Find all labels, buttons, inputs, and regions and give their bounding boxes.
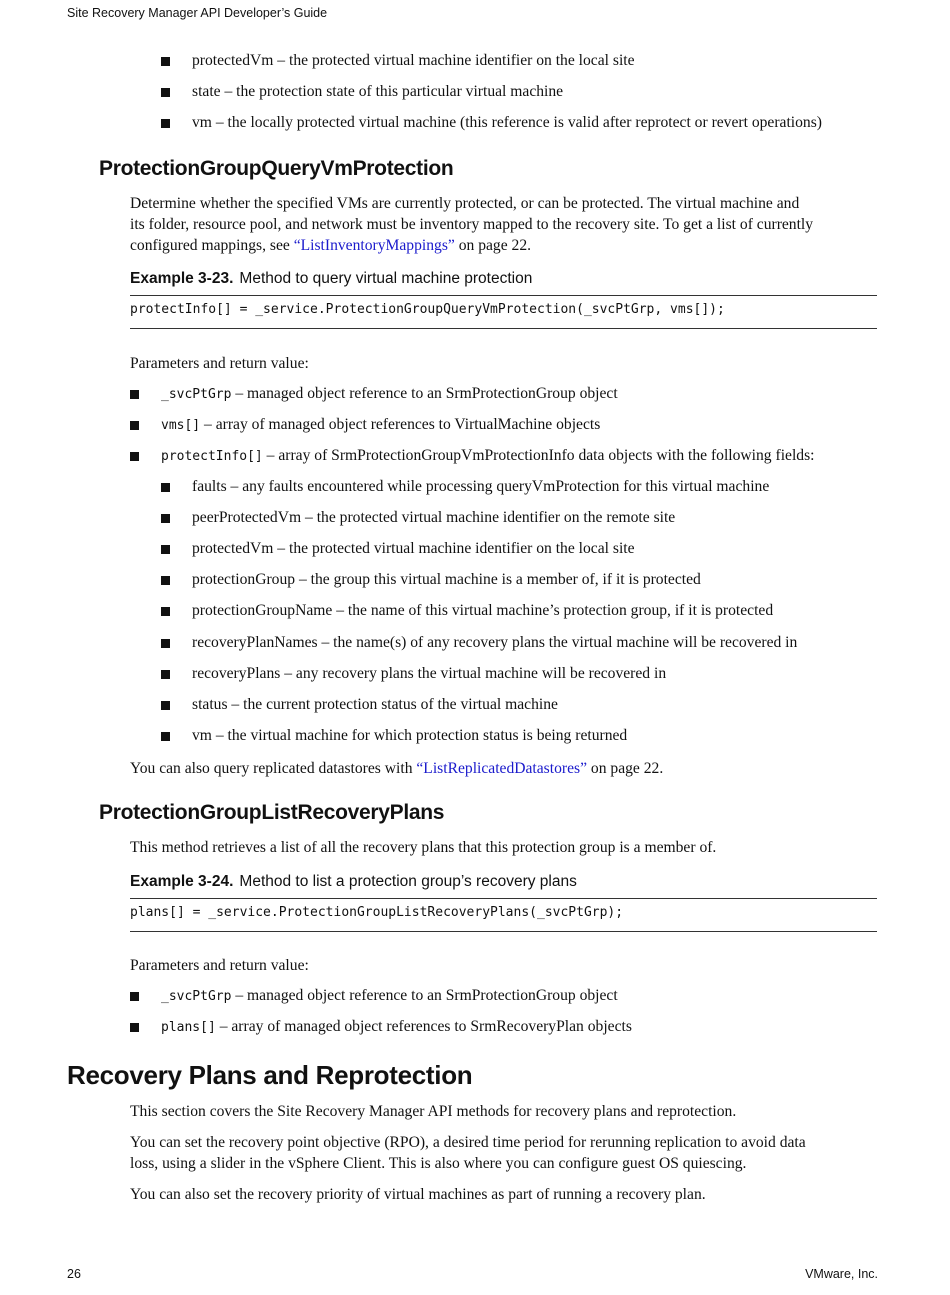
paragraph: You can set the recovery point objective (RPO), a desired time period for rerunning replication to avoid data loss, using a slider in the vSphere Client. This is also where you can configure guest OS quiescing.	[130, 1134, 806, 1172]
bullet-square-icon	[161, 576, 170, 585]
section-intro: Determine whether the specified VMs are currently protected, or can be protected. The virtual machine and its folder, resource pool, and network must be inventory mapped to the recovery site. To get a list of currently configured mappings, see “ListInventoryMappings” on page 22.	[130, 195, 814, 254]
link-list-replicated-datastores[interactable]: “ListReplicatedDatastores”	[416, 760, 587, 777]
bullet-square-icon	[161, 483, 170, 492]
bullet-square-icon	[161, 639, 170, 648]
bullet-square-icon	[161, 670, 170, 679]
example-caption: Example 3-23. Method to query virtual machine protection	[130, 270, 533, 287]
section-heading: ProtectionGroupQueryVmProtection	[99, 157, 454, 180]
code-block: plans[] = _service.ProtectionGroupListRecoveryPlans(_svcPtGrp);	[130, 898, 877, 932]
bullet-square-icon	[161, 607, 170, 616]
bullet-square-icon	[161, 88, 170, 97]
bullet-square-icon	[161, 119, 170, 128]
paragraph: You can also set the recovery priority of virtual machines as part of running a recovery plan.	[130, 1186, 706, 1203]
bullet-square-icon	[161, 545, 170, 554]
chapter-heading: Recovery Plans and Reprotection	[67, 1060, 473, 1090]
paragraph: This section covers the Site Recovery Manager API methods for recovery plans and reprotection.	[130, 1103, 737, 1120]
params-label: Parameters and return value:	[130, 957, 309, 974]
bullet-square-icon	[130, 421, 139, 430]
bullet-square-icon	[130, 1023, 139, 1032]
bullet-square-icon	[161, 732, 170, 741]
footer-company: VMware, Inc.	[805, 1267, 878, 1281]
bullet-square-icon	[130, 452, 139, 461]
page-number: 26	[67, 1267, 81, 1281]
example-caption: Example 3-24. Method to list a protection group’s recovery plans	[130, 873, 577, 890]
link-list-inventory-mappings[interactable]: “ListInventoryMappings”	[293, 237, 455, 254]
params-label: Parameters and return value:	[130, 355, 309, 372]
bullet-square-icon	[161, 514, 170, 523]
code-block: protectInfo[] = _service.ProtectionGroupQueryVmProtection(_svcPtGrp, vms[]);	[130, 295, 877, 329]
section-heading: ProtectionGroupListRecoveryPlans	[99, 801, 445, 824]
bullet-square-icon	[130, 992, 139, 1001]
section-intro: This method retrieves a list of all the recovery plans that this protection group is a member of.	[130, 839, 717, 856]
bullet-square-icon	[161, 701, 170, 710]
running-header: Site Recovery Manager API Developer’s Guide	[67, 6, 328, 20]
bullet-square-icon	[161, 57, 170, 66]
replicated-datastores-note: You can also query replicated datastores with “ListReplicatedDatastores” on page 22.	[130, 760, 664, 777]
bullet-square-icon	[130, 390, 139, 399]
